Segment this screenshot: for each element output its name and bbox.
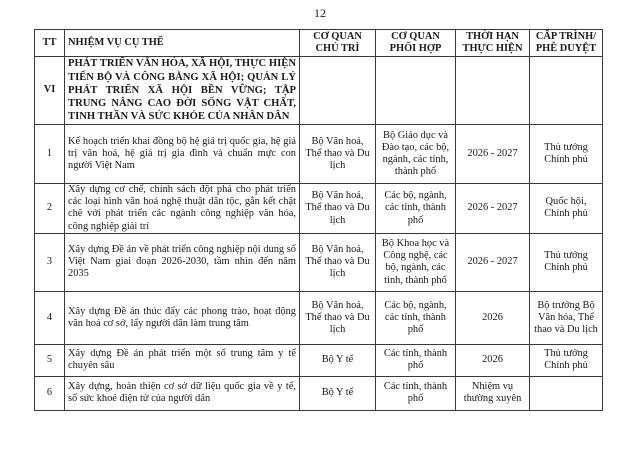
header-approval: CẤP TRÌNH/ PHÊ DUYỆT — [530, 30, 603, 57]
header-deadline: THỜI HẠN THỰC HIỆN — [456, 30, 530, 57]
deadline-cell: 2026 - 2027 — [456, 125, 530, 184]
task-cell: Xây dựng Đề án phát triển một số trung tâm y tế chuyên sâu — [65, 344, 300, 376]
deadline-cell: 2026 - 2027 — [456, 184, 530, 234]
coordinating-agency-cell: Các bộ, ngành, các tỉnh, thành phố — [376, 184, 456, 234]
table-header-row — [35, 30, 603, 57]
row-number: 4 — [35, 291, 65, 344]
header-lead-agency: CƠ QUAN CHỦ TRÌ — [300, 30, 376, 57]
task-table — [34, 29, 603, 411]
table-row — [35, 291, 603, 344]
table-row — [35, 184, 603, 234]
approval-cell: Bộ trưởng Bộ Văn hóa, Thể thao và Du lịch — [530, 291, 603, 344]
approval-cell — [530, 376, 603, 410]
deadline-cell: Nhiệm vụ thường xuyên — [456, 376, 530, 410]
table-row — [35, 344, 603, 376]
row-number: 6 — [35, 376, 65, 410]
row-number: 3 — [35, 233, 65, 291]
coordinating-agency-cell: Bộ Giáo dục và Đào tạo, các bộ, ngành, các tỉnh, thành phố — [376, 125, 456, 184]
lead-agency-cell: Bộ Văn hoá, Thể thao và Du lịch — [300, 125, 376, 184]
coordinating-agency-cell: Các tỉnh, thành phố — [376, 344, 456, 376]
approval-cell: Thủ tướng Chính phủ — [530, 233, 603, 291]
approval-cell: Thủ tướng Chính phủ — [530, 125, 603, 184]
header-task: NHIỆM VỤ CỤ THỂ — [65, 30, 300, 57]
row-number: 5 — [35, 344, 65, 376]
approval-cell: Thủ tướng Chính phủ — [530, 344, 603, 376]
coordinating-agency-cell: Các bộ, ngành, các tỉnh, thành phố — [376, 291, 456, 344]
lead-agency-cell: Bộ Văn hoá, Thể thao và Du lịch — [300, 184, 376, 234]
deadline-cell: 2026 — [456, 344, 530, 376]
deadline-cell: 2026 — [456, 291, 530, 344]
row-number: 2 — [35, 184, 65, 234]
row-number: 1 — [35, 125, 65, 184]
section-number: VI — [35, 57, 65, 125]
coordinating-agency-cell: Bộ Khoa học và Công nghệ, các bộ, ngành, các tỉnh, thành phố — [376, 233, 456, 291]
table-row — [35, 125, 603, 184]
coordinating-agency-cell: Các tỉnh, thành phố — [376, 376, 456, 410]
page-number: 12 — [314, 6, 326, 20]
header-tt: TT — [35, 30, 65, 57]
table-row — [35, 376, 603, 410]
lead-agency-cell: Bộ Văn hoá, Thể thao và Du lịch — [300, 291, 376, 344]
task-cell: Kế hoạch triển khai đồng bộ hệ giá trị quốc gia, hệ giá trị văn hoá, hệ giá trị gia đình và chuẩn mực con người Việt Nam — [65, 125, 300, 184]
section-row — [35, 57, 603, 125]
approval-cell: Quốc hội, Chính phủ — [530, 184, 603, 234]
task-cell: Xây dựng cơ chế, chính sách đột phá cho phát triển các loại hình văn hoá nghệ thuật dân tộc, gắn kết chặt chẽ với phát triển các ngành công nghiệp văn hóa, công nghiệp giải trí — [65, 184, 300, 234]
lead-agency-cell: Bộ Văn hoá, Thể thao và Du lịch — [300, 233, 376, 291]
task-cell: Xây dựng Đề án thúc đẩy các phong trào, hoạt động văn hoá cơ sở, lấy người dân làm trung tâm — [65, 291, 300, 344]
lead-agency-cell: Bộ Y tế — [300, 376, 376, 410]
section-title: PHÁT TRIỂN VĂN HÓA, XÃ HỘI, THỰC HIỆN TIẾN BỘ VÀ CÔNG BẰNG XÃ HỘI; QUẢN LÝ PHÁT TRIỂN XÃ HỘI BỀN VỮNG; TẬP TRUNG NÂNG CAO ĐỜI SỐNG VẬT CHẤT, TINH THẦN VÀ SỨC KHỎE CỦA NHÂN DÂN — [65, 57, 300, 125]
task-cell: Xây dựng Đề án về phát triển công nghiệp nội dung số Việt Nam giai đoạn 2026-2030, tầm nhìn đến năm 2035 — [65, 233, 300, 291]
task-cell: Xây dựng, hoàn thiện cơ sở dữ liệu quốc gia về y tế, sổ sức khoẻ điện tử của người dân — [65, 376, 300, 410]
lead-agency-cell: Bộ Y tế — [300, 344, 376, 376]
header-coordinating-agency: CƠ QUAN PHỐI HỢP — [376, 30, 456, 57]
table-row — [35, 233, 603, 291]
deadline-cell: 2026 - 2027 — [456, 233, 530, 291]
